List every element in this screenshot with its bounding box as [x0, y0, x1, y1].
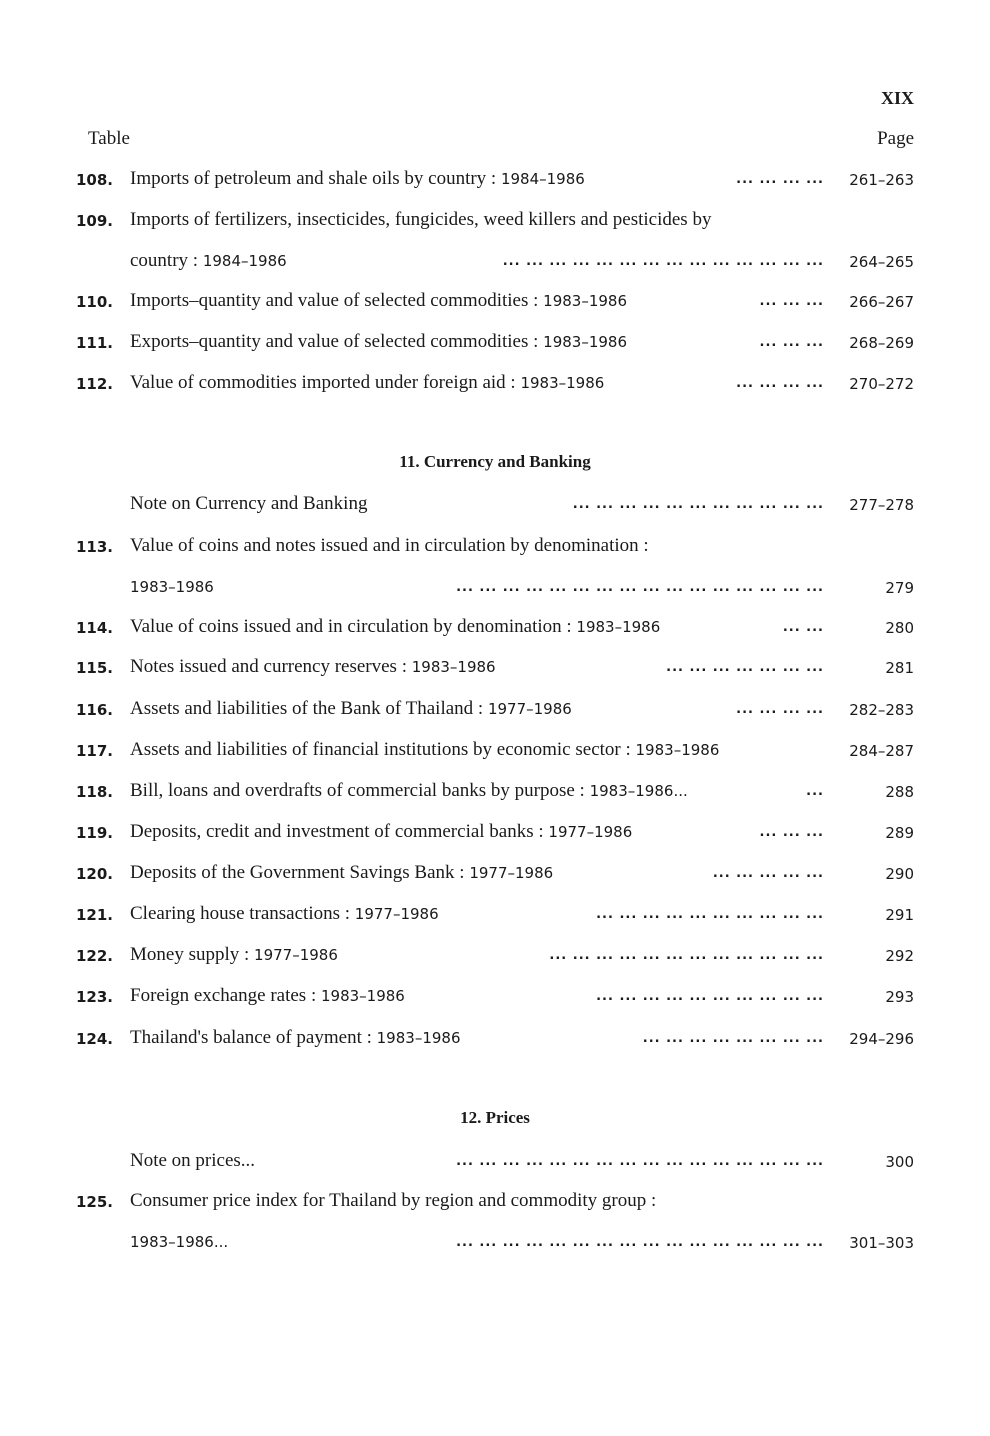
entry-title — [130, 780, 688, 802]
leader-dots: ... ... ... ... ... ... ... — [666, 660, 824, 675]
leader-dots: ... ... ... ... ... ... ... ... — [642, 1031, 824, 1046]
entry-page: 300 — [885, 1153, 914, 1171]
entry-page: 266–267 — [849, 293, 914, 311]
entry-title-text: Value of coins and notes issued and in circulation by denomination : — [130, 535, 649, 556]
leader-dots: ... ... ... ... — [736, 172, 824, 187]
leader-dots: ... ... ... ... ... ... ... ... ... ... ... — [572, 497, 824, 512]
entry-title-text: Imports of fertilizers, insecticides, fungicides, weed killers and pesticides by — [130, 209, 712, 230]
entry-years: 1977–1986 — [354, 905, 439, 923]
entry-page: 280 — [885, 619, 914, 637]
toc-entry — [0, 616, 990, 642]
entry-years: 1983–1986 — [576, 618, 661, 636]
entry-page: 301–303 — [849, 1234, 914, 1252]
entry-title-text: Note on prices... — [130, 1150, 256, 1171]
entry-title — [130, 372, 604, 394]
entry-page: 270–272 — [849, 375, 914, 393]
leader-dots: ... ... ... — [759, 335, 824, 350]
entry-title-text: Consumer price index for Thailand by region and commodity group : — [130, 1190, 657, 1211]
entry-title-text: Thailand's balance of payment : — [130, 1027, 377, 1048]
entry-title — [130, 739, 719, 761]
entry-page: 264–265 — [849, 253, 914, 271]
entry-years: 1977–1986 — [254, 946, 338, 964]
toc-entry — [0, 656, 990, 682]
entry-title-text: Money supply : — [130, 944, 255, 965]
entry-title-text: Assets and liabilities of financial institutions by economic sector : — [130, 739, 636, 760]
entry-years: 1983–1986 — [635, 741, 720, 759]
toc-entry — [0, 985, 990, 1011]
entry-title-text: Imports of petroleum and shale oils by country : — [130, 168, 501, 189]
leader-dots: ... ... ... ... ... ... ... ... ... ... ... ... — [549, 948, 824, 963]
leader-dots: ... ... ... ... — [736, 702, 824, 717]
entry-title-text: Imports–quantity and value of selected commodities : — [130, 290, 544, 311]
entry-title-text: Foreign exchange rates : — [130, 985, 321, 1006]
toc-entry — [0, 290, 990, 316]
entry-title-text: Value of coins issued and in circulation by denomination : — [130, 616, 577, 637]
entry-title — [130, 331, 627, 353]
entry-number: 112. — [76, 375, 114, 393]
entry-page: 277–278 — [849, 496, 914, 514]
entry-page: 292 — [885, 947, 914, 965]
toc-entry — [0, 168, 990, 194]
entry-title-text: Deposits of the Government Savings Bank : — [130, 862, 470, 883]
entry-title — [130, 985, 405, 1007]
entry-page: 282–283 — [849, 701, 914, 719]
toc-entry — [0, 493, 990, 519]
entry-number: 123. — [76, 988, 114, 1006]
entry-years: 1977–1986 — [548, 823, 633, 841]
section-heading: 12. Prices — [460, 1108, 530, 1127]
entry-page: 288 — [885, 783, 914, 801]
entry-number: 125. — [76, 1193, 114, 1211]
leader-dots: ... ... ... ... ... ... ... ... ... ... — [596, 989, 824, 1004]
leader-dots: ... ... ... — [759, 294, 824, 309]
entry-years: 1983–1986... — [589, 782, 688, 800]
entry-years: 1983–1986 — [376, 1029, 461, 1047]
entry-number: 119. — [76, 824, 114, 842]
entry-page: 294–296 — [849, 1030, 914, 1048]
toc-entry — [0, 535, 990, 561]
entry-title — [130, 698, 572, 720]
toc-entry — [0, 576, 990, 602]
toc-entry — [0, 1150, 990, 1176]
entry-title-text: Assets and liabilities of the Bank of Thailand : — [130, 698, 488, 719]
entry-number: 120. — [76, 865, 114, 883]
entry-title-text: Bill, loans and overdrafts of commercial banks by purpose : — [130, 780, 590, 801]
entry-title — [130, 535, 649, 557]
leader-dots: ... ... — [782, 620, 824, 635]
entry-years: 1984–1986 — [500, 170, 585, 188]
entry-years: 1983–1986 — [520, 374, 605, 392]
leader-dots: ... ... ... ... ... — [712, 866, 824, 881]
entry-number: 110. — [76, 293, 114, 311]
entry-title-text: Exports–quantity and value of selected commodities : — [130, 331, 544, 352]
toc-entry — [0, 209, 990, 235]
entry-page: 293 — [885, 988, 914, 1006]
entry-years: 1983–1986 — [411, 658, 496, 676]
entry-title — [130, 616, 660, 638]
toc-entry — [0, 331, 990, 357]
toc-entry — [0, 250, 990, 276]
entry-number: 122. — [76, 947, 114, 965]
entry-title — [130, 576, 214, 598]
entry-title — [130, 493, 367, 515]
entry-number: 121. — [76, 906, 114, 924]
toc-entry — [0, 739, 990, 765]
leader-dots: ... ... ... ... ... ... ... ... ... ... ... ... ... ... ... ... — [456, 580, 824, 595]
toc-entry — [0, 372, 990, 398]
entry-title — [130, 1190, 656, 1212]
entry-title — [130, 1231, 228, 1253]
entry-title — [130, 1027, 461, 1049]
entry-years: 1977–1986 — [487, 700, 572, 718]
entry-title — [130, 821, 632, 843]
entry-number: 114. — [76, 619, 114, 637]
entry-title — [130, 656, 496, 678]
entry-title — [130, 862, 553, 884]
entry-years: 1983–1986 — [130, 578, 214, 596]
page-column-header: Page — [877, 128, 914, 149]
entry-title — [130, 1150, 255, 1172]
entry-title-text: Clearing house transactions : — [130, 903, 355, 924]
entry-page: 291 — [885, 906, 914, 924]
table-column-header: Table — [88, 128, 130, 149]
entry-title-text: Note on Currency and Banking — [130, 493, 368, 514]
toc-entry — [0, 903, 990, 929]
leader-dots: ... ... ... ... ... ... ... ... ... ... — [596, 907, 824, 922]
toc-entry — [0, 698, 990, 724]
entry-years: 1983–1986 — [320, 987, 405, 1005]
entry-title — [130, 903, 439, 925]
entry-page: 289 — [885, 824, 914, 842]
entry-title-text: Notes issued and currency reserves : — [130, 656, 412, 677]
entry-number: 109. — [76, 212, 114, 230]
toc-entry — [0, 1190, 990, 1216]
entry-title — [130, 168, 585, 190]
entry-years: 1983–1986 — [543, 292, 628, 310]
entry-years: 1977–1986 — [469, 864, 554, 882]
entry-page: 279 — [885, 579, 914, 597]
leader-dots: ... ... ... ... — [736, 376, 824, 391]
entry-title — [130, 290, 627, 312]
entry-number: 118. — [76, 783, 114, 801]
entry-number: 111. — [76, 334, 114, 352]
entry-number: 115. — [76, 659, 114, 677]
leader-dots: ... ... ... ... ... ... ... ... ... ... ... ... ... ... ... ... — [456, 1154, 824, 1169]
entry-years: 1984–1986 — [202, 252, 287, 270]
entry-title — [130, 250, 287, 272]
entry-number: 116. — [76, 701, 114, 719]
entry-page: 261–263 — [849, 171, 914, 189]
entry-title-text: Value of commodities imported under foreign aid : — [130, 372, 521, 393]
entry-number: 117. — [76, 742, 114, 760]
entry-number: 124. — [76, 1030, 114, 1048]
entry-years: 1983–1986... — [130, 1233, 229, 1251]
entry-page: 281 — [885, 659, 914, 677]
entry-title — [130, 209, 711, 231]
leader-dots: ... — [806, 784, 824, 799]
toc-entry — [0, 1231, 990, 1257]
leader-dots: ... ... ... ... ... ... ... ... ... ... ... ... ... ... — [502, 254, 824, 269]
section-heading: 11. Currency and Banking — [399, 452, 591, 471]
toc-entry — [0, 780, 990, 806]
entry-title-text: Deposits, credit and investment of commercial banks : — [130, 821, 549, 842]
entry-page: 290 — [885, 865, 914, 883]
leader-dots: ... ... ... ... ... ... ... ... ... ... ... ... ... ... ... ... — [456, 1235, 824, 1250]
toc-entry — [0, 821, 990, 847]
toc-entry — [0, 944, 990, 970]
leader-dots: ... ... ... — [759, 825, 824, 840]
entry-page: 284–287 — [849, 742, 914, 760]
entry-page: 268–269 — [849, 334, 914, 352]
entry-number: 108. — [76, 171, 114, 189]
toc-entry — [0, 1027, 990, 1053]
entry-number: 113. — [76, 538, 114, 556]
entry-years: 1983–1986 — [543, 333, 628, 351]
page-number: XIX — [880, 88, 914, 108]
toc-entry — [0, 862, 990, 888]
entry-title — [130, 944, 338, 966]
entry-title-text: country : — [130, 250, 203, 271]
